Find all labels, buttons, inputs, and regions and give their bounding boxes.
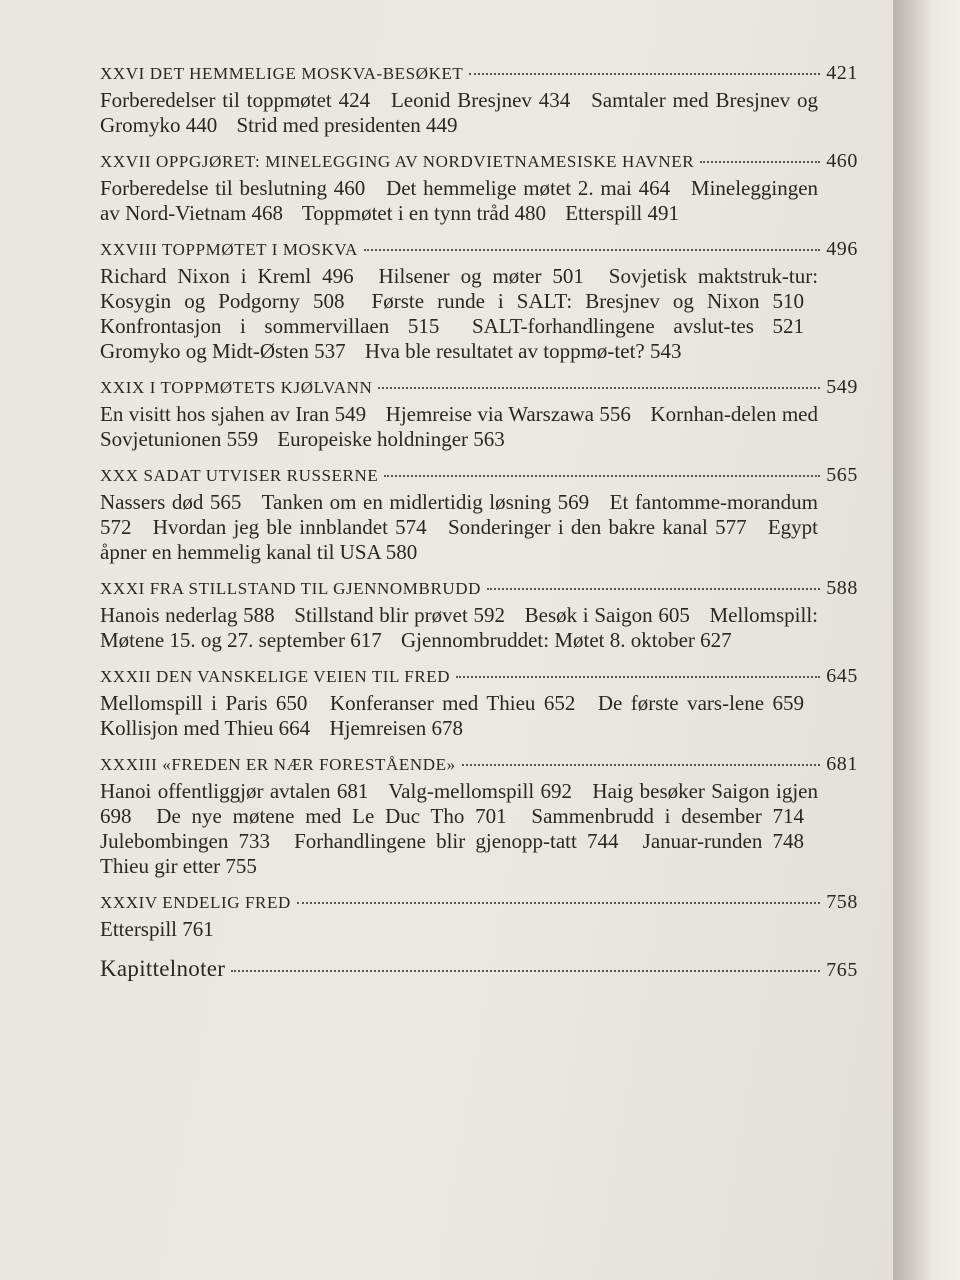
chapter-heading: [100, 577, 858, 600]
section-entry: Konferanser med Thieu 652: [329, 691, 576, 715]
toc-chapter-entry: [100, 753, 858, 879]
chapter-page-number: 549: [826, 376, 858, 398]
section-entry: Forberedelse til beslutning 460: [100, 176, 366, 200]
section-entry: En visitt hos sjahen av Iran 549: [100, 402, 367, 426]
chapter-title: XXVI DET HEMMELIGE MOSKVA-BESØKET: [100, 64, 464, 83]
section-entry: Hvordan jeg ble innblandet 574: [152, 515, 427, 539]
section-entry: Egypt åpner en hemmelig kanal til USA 580: [100, 515, 819, 564]
section-entry: Strid med presidenten 449: [236, 113, 458, 137]
chapter-sections: [100, 691, 858, 741]
section-entry: Hva ble resultatet av toppmø-tet? 543: [364, 339, 682, 363]
chapter-heading: [100, 238, 858, 261]
dot-leader: [700, 161, 820, 163]
chapter-page-number: 645: [826, 665, 858, 687]
section-entry: Sovjetisk maktstruk-tur: Kosygin og Podgorny 508: [100, 264, 819, 313]
dot-leader: [297, 902, 820, 904]
section-entry: Thieu gir etter 755: [100, 854, 257, 878]
toc-chapter-entry: [100, 891, 858, 942]
dot-leader: [384, 475, 820, 477]
chapter-heading: [100, 62, 858, 85]
section-entry: De første vars-lene 659: [597, 691, 805, 715]
chapter-sections: [100, 264, 858, 364]
chapter-title: XXVII OPPGJØRET: MINELEGGING AV NORDVIETNAMESISKE HAVNER: [100, 152, 695, 171]
chapter-sections: [100, 779, 858, 879]
section-entry: Kollisjon med Thieu 664: [100, 716, 311, 740]
chapter-title: XXIX I TOPPMØTETS KJØLVANN: [100, 378, 373, 397]
toc-chapter-entry: [100, 577, 858, 653]
section-entry: Julebombingen 733: [100, 829, 270, 853]
section-entry: Toppmøtet i en tynn tråd 480: [301, 201, 546, 225]
section-entry: Forberedelser til toppmøtet 424: [100, 88, 371, 112]
toc-chapter-entry: [100, 150, 858, 226]
section-entry: Forhandlingene blir gjenopp-tatt 744: [294, 829, 619, 853]
section-entry: Hjemreisen 678: [329, 716, 463, 740]
section-entry: Konfrontasjon i sommervillaen 515: [100, 314, 440, 338]
chapter-heading: [100, 753, 858, 776]
section-entry: Hanois nederlag 588: [100, 603, 275, 627]
notes-entry: [100, 956, 858, 982]
dot-leader: [462, 764, 821, 766]
book-spine-edge: [893, 0, 960, 1280]
section-entry: Kornhan-delen med Sovjetunionen 559: [100, 402, 819, 451]
chapter-page-number: 460: [826, 150, 858, 172]
section-entry: Hanoi offentliggjør avtalen 681: [100, 779, 369, 803]
dot-leader: [469, 73, 820, 75]
section-entry: Etterspill 761: [100, 917, 214, 941]
section-entry: Haig besøker Saigon igjen 698: [100, 779, 818, 828]
section-entry: Europeiske holdninger 563: [277, 427, 505, 451]
dot-leader: [487, 588, 820, 590]
chapter-sections: [100, 88, 858, 138]
chapter-heading: [100, 464, 858, 487]
chapter-heading: [100, 891, 858, 914]
section-entry: Et fantomme-morandum 572: [100, 490, 818, 539]
chapter-page-number: 758: [826, 891, 858, 913]
chapter-page-number: 588: [826, 577, 858, 599]
chapter-sections: [100, 176, 858, 226]
chapter-heading: [100, 376, 858, 399]
section-entry: Det hemmelige møtet 2. mai 464: [386, 176, 671, 200]
toc-chapter-entry: [100, 464, 858, 565]
section-entry: Hilsener og møter 501: [378, 264, 584, 288]
chapter-title: XXXIV ENDELIG FRED: [100, 893, 291, 912]
table-of-contents: [100, 62, 858, 982]
section-entry: Etterspill 491: [565, 201, 679, 225]
chapter-page-number: 565: [826, 464, 858, 486]
dot-leader: [364, 249, 820, 251]
chapter-sections: [100, 603, 858, 653]
chapter-sections: [100, 402, 858, 452]
section-entry: Første runde i SALT: Bresjnev og Nixon 510: [371, 289, 804, 313]
section-entry: Leonid Bresjnev 434: [390, 88, 571, 112]
section-entry: Richard Nixon i Kreml 496: [100, 264, 354, 288]
chapter-sections: [100, 917, 858, 942]
dot-leader: [456, 676, 820, 678]
section-entry: Hjemreise via Warszawa 556: [385, 402, 631, 426]
section-entry: Nassers død 565: [100, 490, 242, 514]
chapter-sections: [100, 490, 858, 565]
section-entry: Stillstand blir prøvet 592: [294, 603, 505, 627]
chapter-heading: [100, 665, 858, 688]
section-entry: SALT-forhandlingene avslut-tes 521: [472, 314, 805, 338]
section-entry: Mellomspill i Paris 650: [100, 691, 308, 715]
section-entry: Sammenbrudd i desember 714: [531, 804, 805, 828]
section-entry: Mellomspill: Møtene 15. og 27. september 617: [100, 603, 819, 652]
dot-leader: [378, 387, 820, 389]
section-entry: Gromyko og Midt-Østen 537: [100, 339, 346, 363]
section-entry: Samtaler med Bresjnev og Gromyko 440: [100, 88, 818, 137]
section-entry: Januar-runden 748: [642, 829, 804, 853]
chapter-title: XXXII DEN VANSKELIGE VEIEN TIL FRED: [100, 667, 451, 686]
toc-chapter-entry: [100, 62, 858, 138]
section-entry: De nye møtene med Le Duc Tho 701: [156, 804, 507, 828]
chapter-title: XXXI FRA STILLSTAND TIL GJENNOMBRUDD: [100, 579, 482, 598]
toc-chapter-entry: [100, 376, 858, 452]
notes-page-number: 765: [826, 959, 858, 981]
chapter-heading: [100, 150, 858, 173]
notes-title: Kapittelnoter: [100, 956, 226, 981]
chapter-page-number: 681: [826, 753, 858, 775]
toc-chapter-entry: [100, 665, 858, 741]
section-entry: Tanken om en midlertidig løsning 569: [261, 490, 590, 514]
section-entry: Gjennombruddet: Møtet 8. oktober 627: [400, 628, 732, 652]
toc-chapter-entry: [100, 238, 858, 364]
chapter-title: XXVIII TOPPMØTET I MOSKVA: [100, 240, 358, 259]
chapter-page-number: 421: [826, 62, 858, 84]
section-entry: Besøk i Saigon 605: [524, 603, 690, 627]
chapter-title: XXX SADAT UTVISER RUSSERNE: [100, 466, 379, 485]
section-entry: Mineleggingen av Nord-Vietnam 468: [100, 176, 819, 225]
chapter-page-number: 496: [826, 238, 858, 260]
section-entry: Sonderinger i den bakre kanal 577: [447, 515, 747, 539]
dot-leader: [231, 970, 820, 972]
chapter-title: XXXIII «FREDEN ER NÆR FORESTÅENDE»: [100, 755, 456, 774]
section-entry: Valg-mellomspill 692: [388, 779, 573, 803]
